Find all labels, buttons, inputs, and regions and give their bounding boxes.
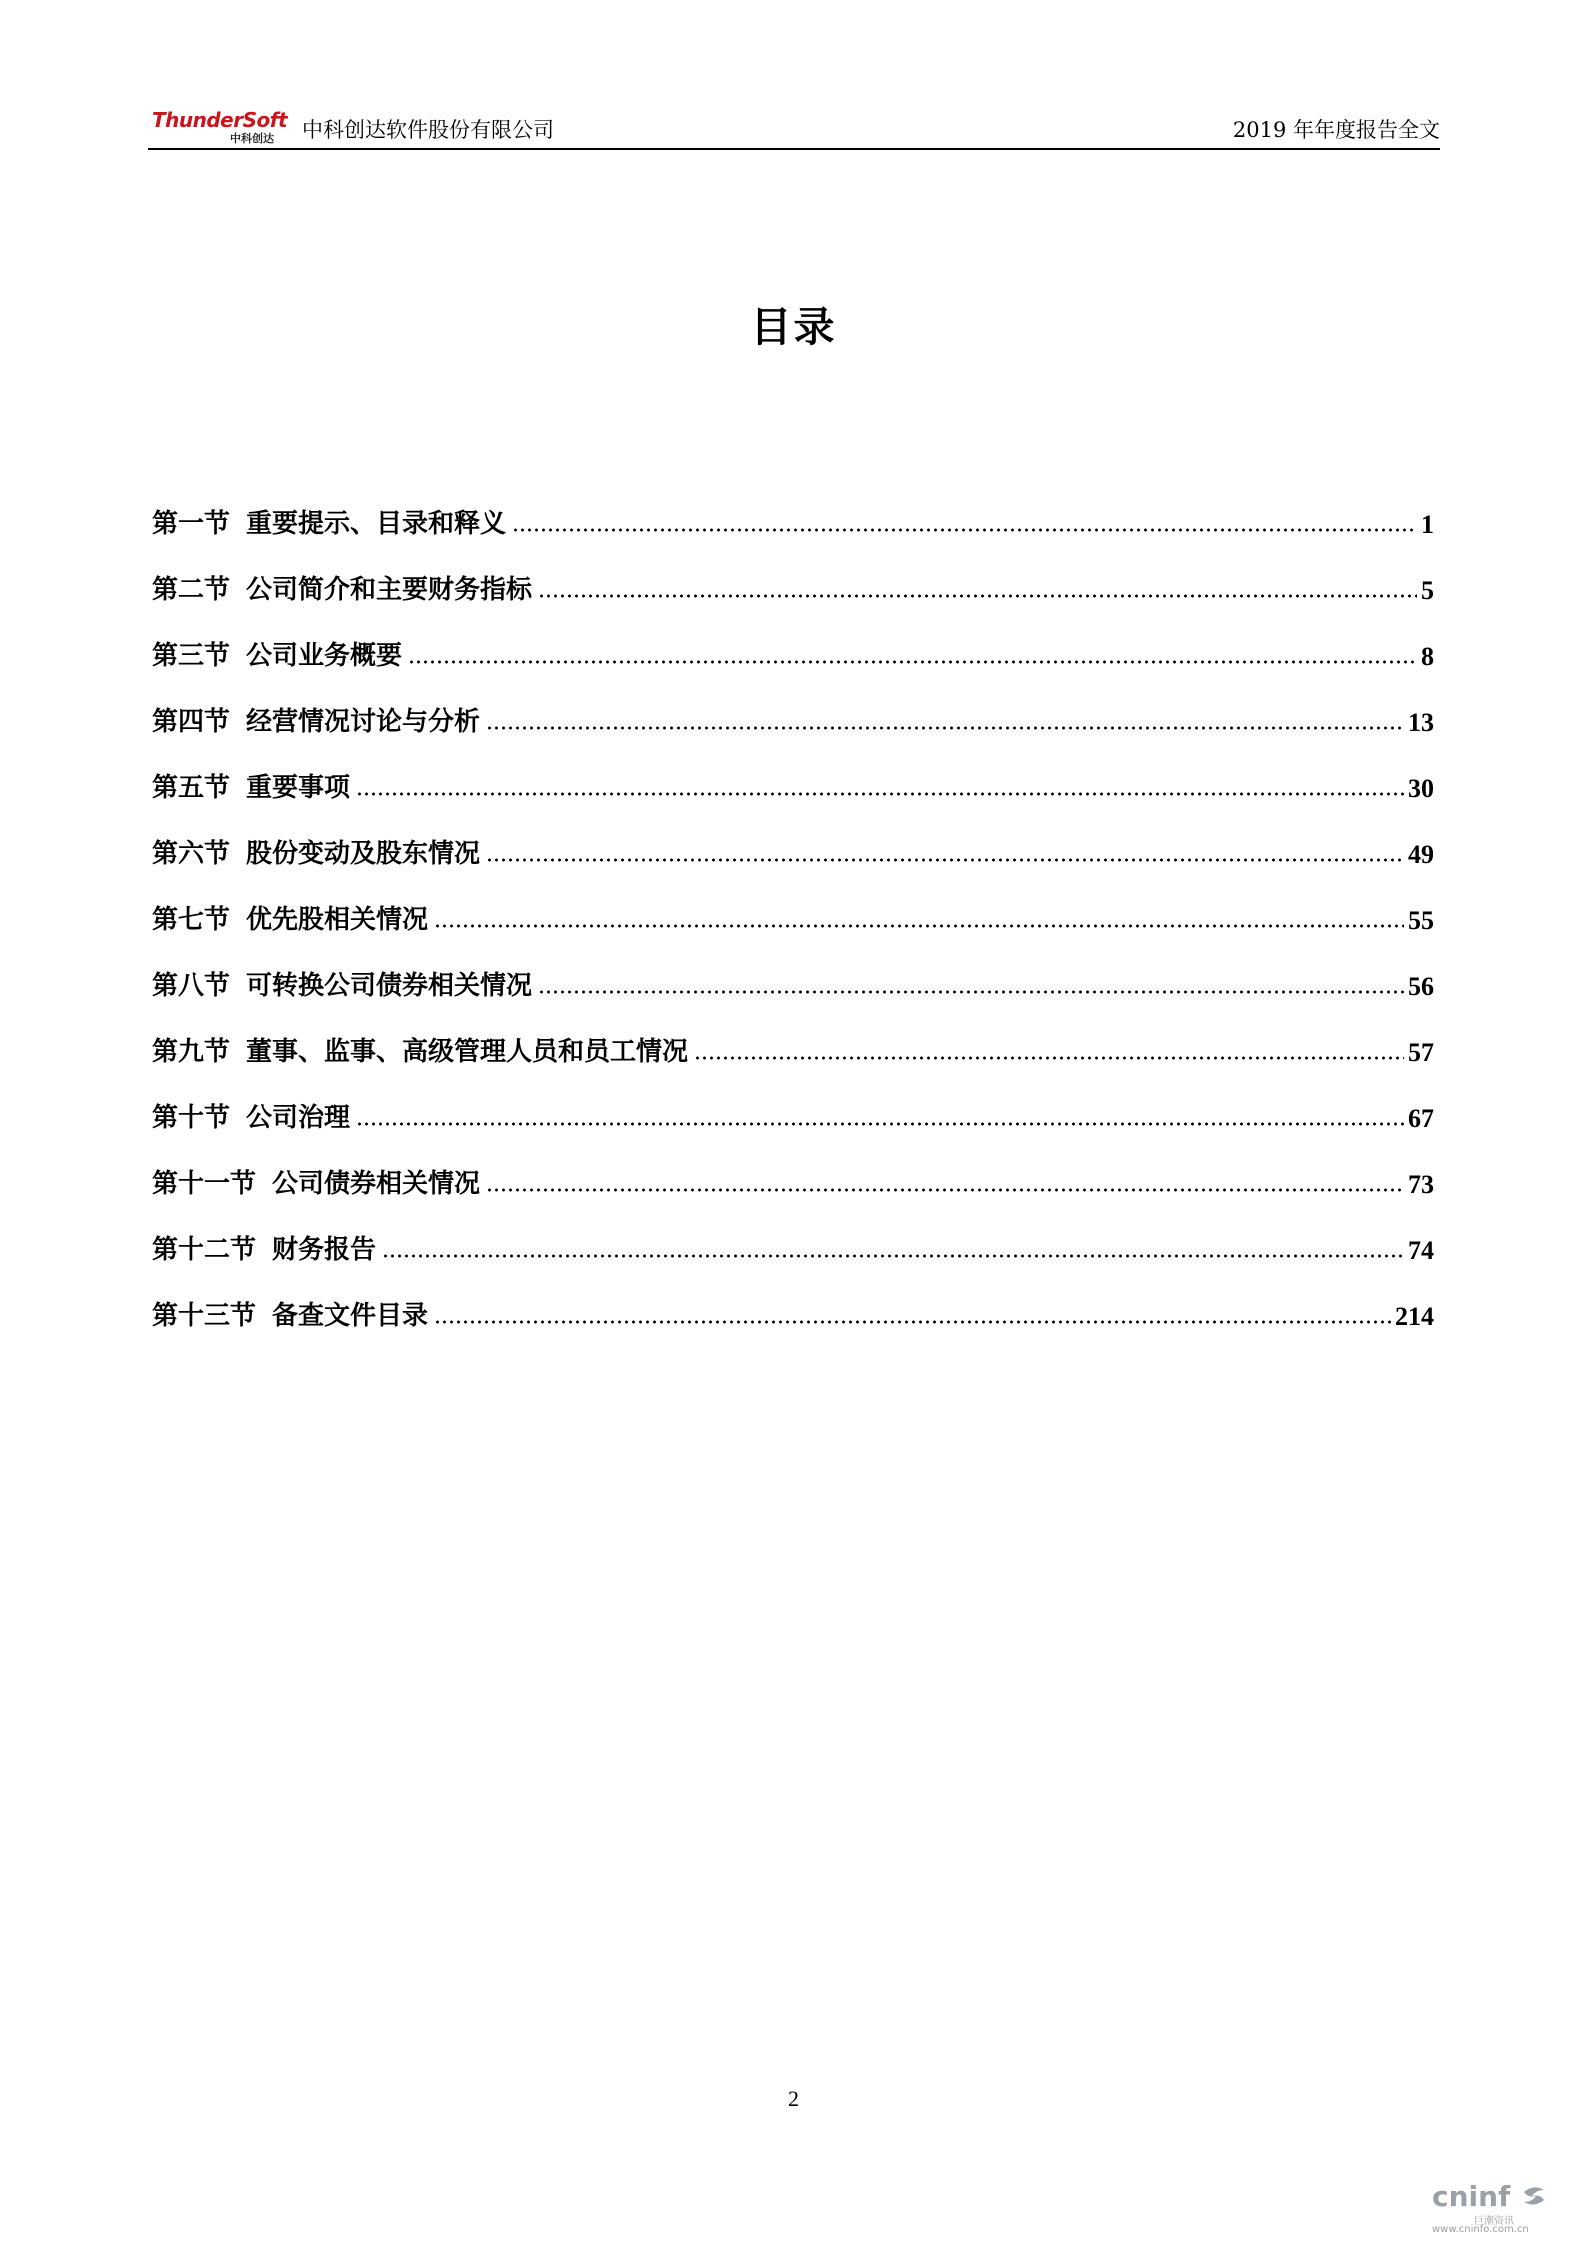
toc-page-number: 13: [1408, 708, 1434, 737]
page-number: 2: [788, 2086, 799, 2111]
toc-item[interactable]: [152, 540, 1434, 606]
toc-title: 目录: [750, 303, 837, 351]
company-name: 中科创达软件股份有限公司: [302, 118, 554, 142]
toc-section: 第十节: [152, 1103, 231, 1133]
page-header: [148, 106, 1440, 150]
dot-leader: [538, 594, 1417, 598]
dot-leader: [486, 858, 1404, 862]
dot-leader: [356, 792, 1404, 796]
watermark-url: www.cninfo.com.cn: [1432, 2224, 1529, 2235]
toc-page-number: 55: [1408, 906, 1434, 935]
toc-item-title: 股份变动及股东情况: [246, 839, 481, 869]
watermark-chinese: 巨潮资讯: [1474, 2216, 1514, 2227]
toc-item-title: 优先股相关情况: [246, 905, 429, 935]
toc-page-number: 57: [1408, 1038, 1434, 1067]
dot-leader: [408, 660, 1417, 664]
report-title: 2019 年年度报告全文: [1232, 118, 1440, 142]
toc-item[interactable]: [152, 936, 1434, 1002]
toc-item[interactable]: [152, 1266, 1434, 1332]
toc-item-title: 公司简介和主要财务指标: [246, 575, 533, 605]
toc-item[interactable]: [152, 738, 1434, 804]
toc-page-number: 56: [1408, 972, 1434, 1001]
toc-item[interactable]: [152, 1068, 1434, 1134]
toc-page-number: 214: [1395, 1302, 1434, 1331]
toc-item[interactable]: [152, 1002, 1434, 1068]
toc-page-number: 49: [1408, 840, 1434, 869]
toc-page-number: 67: [1408, 1104, 1434, 1133]
toc-section: 第十二节: [152, 1235, 257, 1265]
toc-page-number: 1: [1421, 510, 1434, 539]
toc-item[interactable]: [152, 1200, 1434, 1266]
dot-leader: [382, 1254, 1404, 1258]
toc-item[interactable]: [152, 672, 1434, 738]
toc-section: 第三节: [152, 641, 231, 671]
dot-leader: [356, 1122, 1404, 1126]
toc-item-title: 备查文件目录: [272, 1301, 429, 1331]
toc-item-title: 财务报告: [272, 1235, 377, 1265]
company-logo: [148, 108, 298, 148]
logo-english-text: ThunderSoft: [152, 108, 288, 132]
toc-section: 第二节: [152, 575, 231, 605]
toc-section: 第四节: [152, 707, 231, 737]
toc-item[interactable]: [152, 606, 1434, 672]
toc-item-title: 董事、监事、高级管理人员和员工情况: [246, 1037, 689, 1067]
swirl-icon: [1520, 2182, 1548, 2210]
toc-item-title: 公司治理: [246, 1103, 351, 1133]
cninfo-watermark: [1432, 2180, 1562, 2235]
toc-item-title: 经营情况讨论与分析: [246, 707, 481, 737]
toc-item[interactable]: [152, 474, 1434, 540]
dot-leader: [538, 990, 1404, 994]
toc-item-title: 重要事项: [246, 773, 351, 803]
dot-leader: [486, 726, 1404, 730]
toc-page-number: 8: [1421, 642, 1434, 671]
toc-section: 第一节: [152, 509, 231, 539]
toc-item-title: 可转换公司债券相关情况: [246, 971, 533, 1001]
toc-item[interactable]: [152, 804, 1434, 870]
dot-leader: [486, 1188, 1404, 1192]
toc-section: 第十一节: [152, 1169, 257, 1199]
toc-item-title: 重要提示、目录和释义: [246, 509, 507, 539]
toc-section: 第七节: [152, 905, 231, 935]
toc-item[interactable]: [152, 1134, 1434, 1200]
toc-section: 第六节: [152, 839, 231, 869]
dot-leader: [434, 924, 1404, 928]
toc-page-number: 74: [1408, 1236, 1434, 1265]
dot-leader: [512, 528, 1417, 532]
toc-section: 第五节: [152, 773, 231, 803]
dot-leader: [434, 1320, 1391, 1324]
toc-section: 第十三节: [152, 1301, 257, 1331]
toc-item[interactable]: [152, 870, 1434, 936]
toc-item-title: 公司债券相关情况: [272, 1169, 481, 1199]
toc-item-title: 公司业务概要: [246, 641, 403, 671]
toc-section: 第九节: [152, 1037, 231, 1067]
dot-leader: [694, 1056, 1404, 1060]
toc-page-number: 30: [1408, 774, 1434, 803]
toc-list: [152, 474, 1434, 1332]
toc-page-number: 73: [1408, 1170, 1434, 1199]
toc-section: 第八节: [152, 971, 231, 1001]
toc-page-number: 5: [1421, 576, 1434, 605]
logo-chinese-text: 中科创达: [230, 132, 274, 145]
watermark-brand: cninf: [1432, 2180, 1511, 2213]
